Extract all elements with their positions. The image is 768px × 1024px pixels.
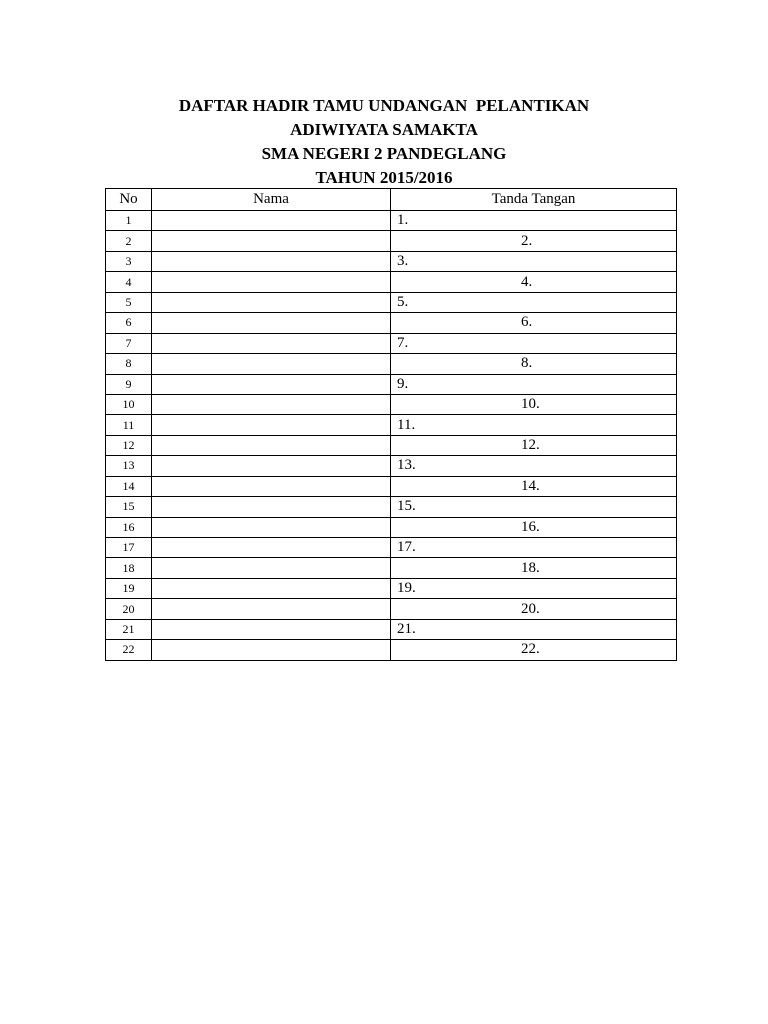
signature-number: 9. [397, 375, 409, 392]
signature-cell[interactable] [391, 476, 677, 496]
signature-cell[interactable] [391, 517, 677, 537]
row-number: 14 [106, 476, 152, 496]
row-number: 16 [106, 517, 152, 537]
signature-number: 22. [521, 641, 540, 658]
signature-number: 5. [397, 293, 409, 310]
table-row [106, 231, 677, 251]
signature-cell[interactable] [391, 497, 677, 517]
name-cell[interactable] [152, 313, 391, 333]
row-number: 12 [106, 435, 152, 455]
name-cell[interactable] [152, 292, 391, 312]
document-header [0, 94, 768, 190]
row-number: 6 [106, 313, 152, 333]
signature-number: 21. [397, 620, 416, 637]
signature-cell[interactable] [391, 211, 677, 231]
table-row [106, 374, 677, 394]
name-cell[interactable] [152, 476, 391, 496]
row-number: 20 [106, 599, 152, 619]
table-row [106, 538, 677, 558]
signature-cell[interactable] [391, 435, 677, 455]
signature-cell[interactable] [391, 538, 677, 558]
table-row [106, 211, 677, 231]
row-number: 4 [106, 272, 152, 292]
table-row [106, 313, 677, 333]
name-cell[interactable] [152, 272, 391, 292]
row-number: 7 [106, 333, 152, 353]
signature-number: 1. [397, 212, 409, 229]
name-cell[interactable] [152, 333, 391, 353]
row-number: 18 [106, 558, 152, 578]
signature-cell[interactable] [391, 272, 677, 292]
signature-number: 16. [521, 518, 540, 535]
name-cell[interactable] [152, 599, 391, 619]
table-row [106, 415, 677, 435]
signature-number: 18. [521, 559, 540, 576]
table-row [106, 599, 677, 619]
table-row [106, 476, 677, 496]
signature-number: 20. [521, 600, 540, 617]
row-number: 22 [106, 640, 152, 660]
name-cell[interactable] [152, 538, 391, 558]
name-cell[interactable] [152, 497, 391, 517]
signature-number: 2. [521, 232, 533, 249]
table-header-row [106, 189, 677, 211]
row-number: 21 [106, 619, 152, 639]
title-line-3: SMA NEGERI 2 PANDEGLANG [261, 144, 507, 163]
row-number: 5 [106, 292, 152, 312]
signature-number: 14. [521, 477, 540, 494]
table-row [106, 578, 677, 598]
signature-cell[interactable] [391, 292, 677, 312]
signature-cell[interactable] [391, 640, 677, 660]
column-header-tanda-tangan: Tanda Tangan [391, 189, 677, 211]
row-number: 15 [106, 497, 152, 517]
name-cell[interactable] [152, 251, 391, 271]
signature-number: 4. [521, 273, 533, 290]
name-cell[interactable] [152, 354, 391, 374]
table-row [106, 272, 677, 292]
column-header-no: No [106, 189, 152, 211]
row-number: 19 [106, 578, 152, 598]
table-row [106, 456, 677, 476]
table-row [106, 333, 677, 353]
table-row [106, 619, 677, 639]
signature-cell[interactable] [391, 374, 677, 394]
row-number: 1 [106, 211, 152, 231]
column-header-nama: Nama [152, 189, 391, 211]
signature-number: 12. [521, 437, 540, 454]
title-line-4: TAHUN 2015/2016 [315, 168, 453, 187]
title-line-2: ADIWIYATA SAMAKTA [290, 120, 478, 139]
name-cell[interactable] [152, 231, 391, 251]
signature-cell[interactable] [391, 415, 677, 435]
name-cell[interactable] [152, 435, 391, 455]
signature-number: 3. [397, 253, 409, 270]
signature-cell[interactable] [391, 231, 677, 251]
table-row [106, 435, 677, 455]
signature-number: 8. [521, 355, 533, 372]
signature-number: 17. [397, 539, 416, 556]
table-row [106, 640, 677, 660]
name-cell[interactable] [152, 578, 391, 598]
row-number: 2 [106, 231, 152, 251]
signature-cell[interactable] [391, 333, 677, 353]
row-number: 11 [106, 415, 152, 435]
signature-number: 7. [397, 334, 409, 351]
signature-number: 6. [521, 314, 533, 331]
name-cell[interactable] [152, 415, 391, 435]
row-number: 8 [106, 354, 152, 374]
signature-number: 13. [397, 457, 416, 474]
name-cell[interactable] [152, 211, 391, 231]
signature-cell[interactable] [391, 456, 677, 476]
name-cell[interactable] [152, 558, 391, 578]
table-row [106, 497, 677, 517]
table-row [106, 558, 677, 578]
name-cell[interactable] [152, 640, 391, 660]
row-number: 3 [106, 251, 152, 271]
row-number: 13 [106, 456, 152, 476]
name-cell[interactable] [152, 619, 391, 639]
signature-number: 10. [521, 396, 540, 413]
signature-cell[interactable] [391, 251, 677, 271]
title-line-1: DAFTAR HADIR TAMU UNDANGAN PELANTIKAN [178, 96, 590, 115]
signature-cell[interactable] [391, 313, 677, 333]
table-row [106, 354, 677, 374]
signature-number: 11. [397, 416, 416, 433]
signature-cell[interactable] [391, 619, 677, 639]
row-number: 9 [106, 374, 152, 394]
name-cell[interactable] [152, 456, 391, 476]
signature-cell[interactable] [391, 599, 677, 619]
table-body [106, 211, 677, 661]
attendance-table [105, 188, 677, 661]
table-row [106, 292, 677, 312]
name-cell[interactable] [152, 517, 391, 537]
table-row [106, 394, 677, 414]
signature-cell[interactable] [391, 578, 677, 598]
signature-cell[interactable] [391, 394, 677, 414]
row-number: 10 [106, 394, 152, 414]
name-cell[interactable] [152, 374, 391, 394]
row-number: 17 [106, 538, 152, 558]
table-row [106, 251, 677, 271]
table-row [106, 517, 677, 537]
name-cell[interactable] [152, 394, 391, 414]
signature-number: 15. [397, 498, 416, 515]
signature-number: 19. [397, 580, 416, 597]
signature-cell[interactable] [391, 354, 677, 374]
signature-cell[interactable] [391, 558, 677, 578]
